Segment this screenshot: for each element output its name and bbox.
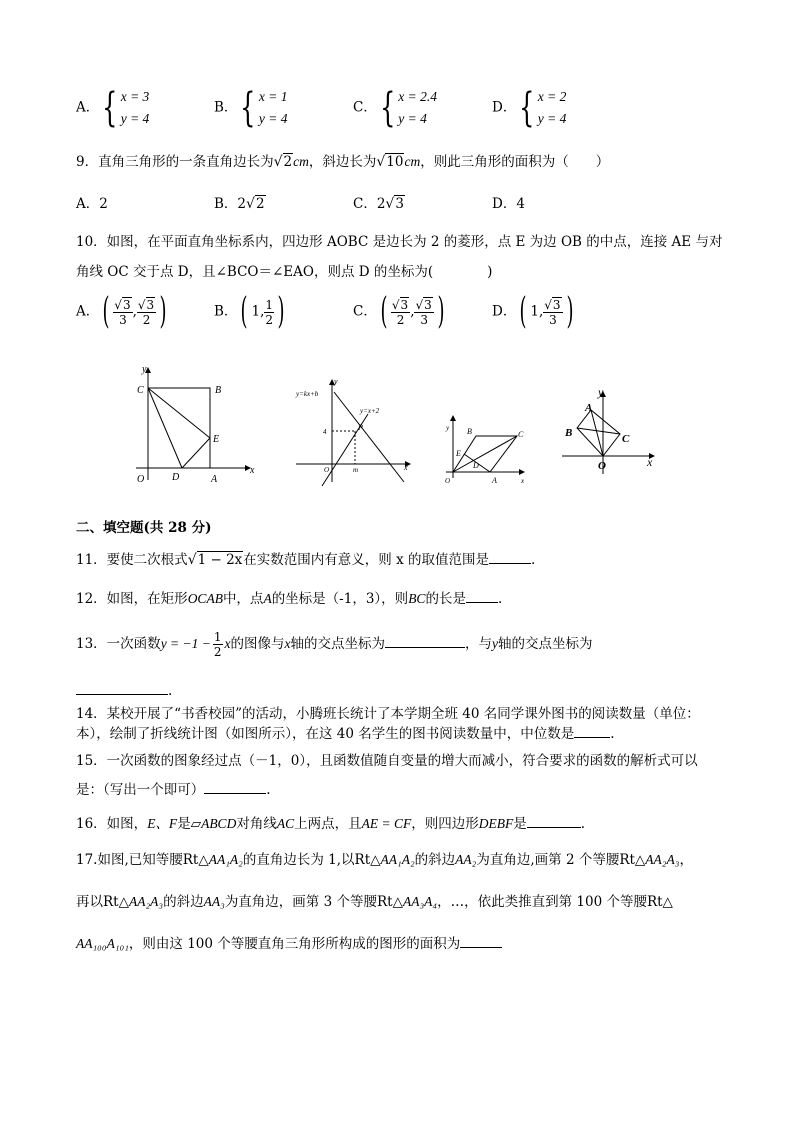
eq-y: y = 4: [120, 111, 150, 126]
q9-option-c: C．2√3: [353, 196, 404, 212]
q10-stem-line2: 角线 OC 交于点 D，且∠BCO＝∠EAO，则点 D 的坐标为( ): [76, 264, 493, 280]
q9-option-d: D．4: [492, 196, 525, 212]
q8-option-d: D．{ x = 2 y = 4: [492, 85, 567, 131]
q12-answer-blank[interactable]: [466, 588, 498, 603]
option-label: B．: [214, 99, 238, 116]
fig3-label-o: O: [445, 477, 451, 485]
q15-line1: 15．一次函数的图象经过点（－1，0），且函数值随自变量的增大而减小，符合要求的函数的解析式可以: [76, 753, 698, 769]
q17-answer-blank[interactable]: [460, 933, 502, 948]
fig1-label-c: C: [137, 385, 144, 396]
fig3-label-d: D: [473, 461, 479, 470]
q16: 16．如图，E、F是▱ABCD对角线AC上两点，且AE = CF，则四边形DEBF是 .: [76, 812, 585, 832]
q10-stem-line1: 10．如图，在平面直角坐标系内，四边形 AOBC 是边长为 2 的菱形，点 E 为边 OB 的中点，连接 AE 与对: [76, 234, 723, 250]
fig4-label-x: x: [647, 455, 653, 469]
q9-option-b: B．2√2: [214, 196, 265, 212]
fig4-label-y: y: [598, 385, 604, 399]
fig1-label-x: x: [250, 465, 255, 476]
option-label: A．: [76, 99, 100, 116]
fig3-label-y: y: [446, 424, 450, 432]
q9-stem: 9．直角三角形的一条直角边长为√2cm，斜边长为√10cm，则此三角形的面积为（ ）: [76, 154, 610, 170]
q17-line2: 再以Rt△AA₂A₃的斜边AA₃为直角边，画第 3 个等腰Rt△AA₃A₄，…，依此类推直到第 100 个等腰Rt△: [76, 894, 673, 910]
fig2-label-x: x: [404, 463, 408, 472]
section-2-heading: 二、填空题(共 28 分): [76, 520, 212, 536]
eq-x: x = 3: [120, 89, 150, 104]
fig3-label-e: E: [456, 449, 461, 458]
fig2-eq1: y=kx+b: [296, 390, 319, 398]
fig2-eq2: y=x+2: [360, 407, 380, 415]
q8-option-b: B．{ x = 1 y = 4: [214, 85, 288, 131]
q17-line1: 17.如图,已知等腰Rt△AA₁A₂的直角边长为 1,以Rt△AA₁A₂的斜边AA₂为直角边,画第 2 个等腰Rt△AA₂A₃，: [76, 852, 693, 868]
q8-option-c: C．{ x = 2.4 y = 4: [353, 85, 438, 131]
fig4-label-o: O: [598, 460, 606, 472]
q15-answer-blank[interactable]: [204, 779, 266, 794]
fig1-label-o: O: [137, 474, 145, 485]
q11-answer-blank[interactable]: [489, 549, 531, 564]
figure-1-rhombus-square: [136, 368, 250, 480]
fig3-label-c: C: [518, 430, 524, 439]
fig1-label-b: B: [215, 385, 222, 396]
fig1-label-d: D: [172, 472, 180, 483]
q13: 13．一次函数y = −1 − $\frac{1}{2}$ x的图像与x轴的交点坐标为 ，与y轴的交点坐标为: [76, 630, 593, 659]
q10-option-c: C．( $\frac{√3}{2}$ , $\frac{√3}{3}$ ): [353, 291, 445, 332]
figures-row: [0, 360, 794, 490]
fig2-label-m: m: [353, 466, 359, 474]
q13-x-intercept-blank[interactable]: [385, 633, 465, 648]
eq-x: x = 2.4: [398, 89, 438, 104]
eq-x: x = 1: [258, 89, 288, 104]
fig2-label-p: P: [358, 423, 363, 432]
eq-y: y = 4: [398, 111, 427, 126]
q13-continued: .: [76, 680, 172, 699]
q14-line1: 14．某校开展了“书香校园”的活动，小腾班长统计了本学期全班 40 名同学课外图书的阅读数量（单位：: [76, 706, 700, 722]
q10-option-b: B．( 1, $\frac{1}{2}$ ): [214, 291, 285, 332]
q9-option-a: A．2: [76, 196, 108, 212]
fig3-label-a: A: [492, 476, 497, 485]
q16-answer-blank[interactable]: [527, 813, 581, 828]
q10-option-d: D．( 1, $\frac{√3}{3}$ ): [492, 291, 574, 332]
fig4-label-c: C: [622, 433, 630, 445]
q15-line2: 是：（写出一个即可） .: [76, 778, 271, 798]
q17-line3: AA₁₀₀A₁₀₁，则由这 100 个等腰直角三角形所构成的图形的面积为: [76, 932, 502, 952]
fig1-label-a: A: [211, 474, 218, 485]
q14-line2: 本），绘制了折线统计图（如图所示），在这 40 名学生的图书阅读数量中，中位数是 .: [76, 722, 615, 742]
fig3-label-b: B: [467, 427, 472, 436]
eq-y: y = 4: [258, 111, 288, 126]
fig1-label-e: E: [213, 434, 220, 445]
option-label: D．: [492, 99, 517, 116]
option-label: C．: [353, 99, 377, 116]
figure-4-quadrilateral: [562, 392, 654, 474]
fig4-label-b: B: [565, 427, 573, 439]
figure-3-parallelogram: [446, 416, 524, 478]
fig3-label-x: x: [521, 477, 525, 485]
fig2-label-o: O: [324, 466, 330, 474]
q12: 12．如图，在矩形OCAB中，点A的坐标是（-1，3），则BC的长是 .: [76, 587, 502, 607]
q14-answer-blank[interactable]: [574, 723, 610, 738]
fig4-label-a: A: [585, 402, 593, 414]
eq-x: x = 2: [537, 89, 567, 104]
fig1-label-y: y: [142, 364, 147, 375]
q13-y-intercept-blank[interactable]: [76, 680, 168, 695]
eq-y: y = 4: [537, 111, 567, 126]
q11: 11．要使二次根式√1 − 2x在实数范围内有意义，则 x 的取值范围是 .: [76, 548, 535, 568]
q8-option-a: A．{ x = 3 y = 4: [76, 85, 150, 131]
q10-option-a: A．( $\frac{√3}{3}$ , $\frac{√3}{2}$ ): [76, 291, 167, 332]
fig2-label-y: y: [334, 377, 338, 386]
fig2-label-4: 4: [323, 428, 327, 436]
